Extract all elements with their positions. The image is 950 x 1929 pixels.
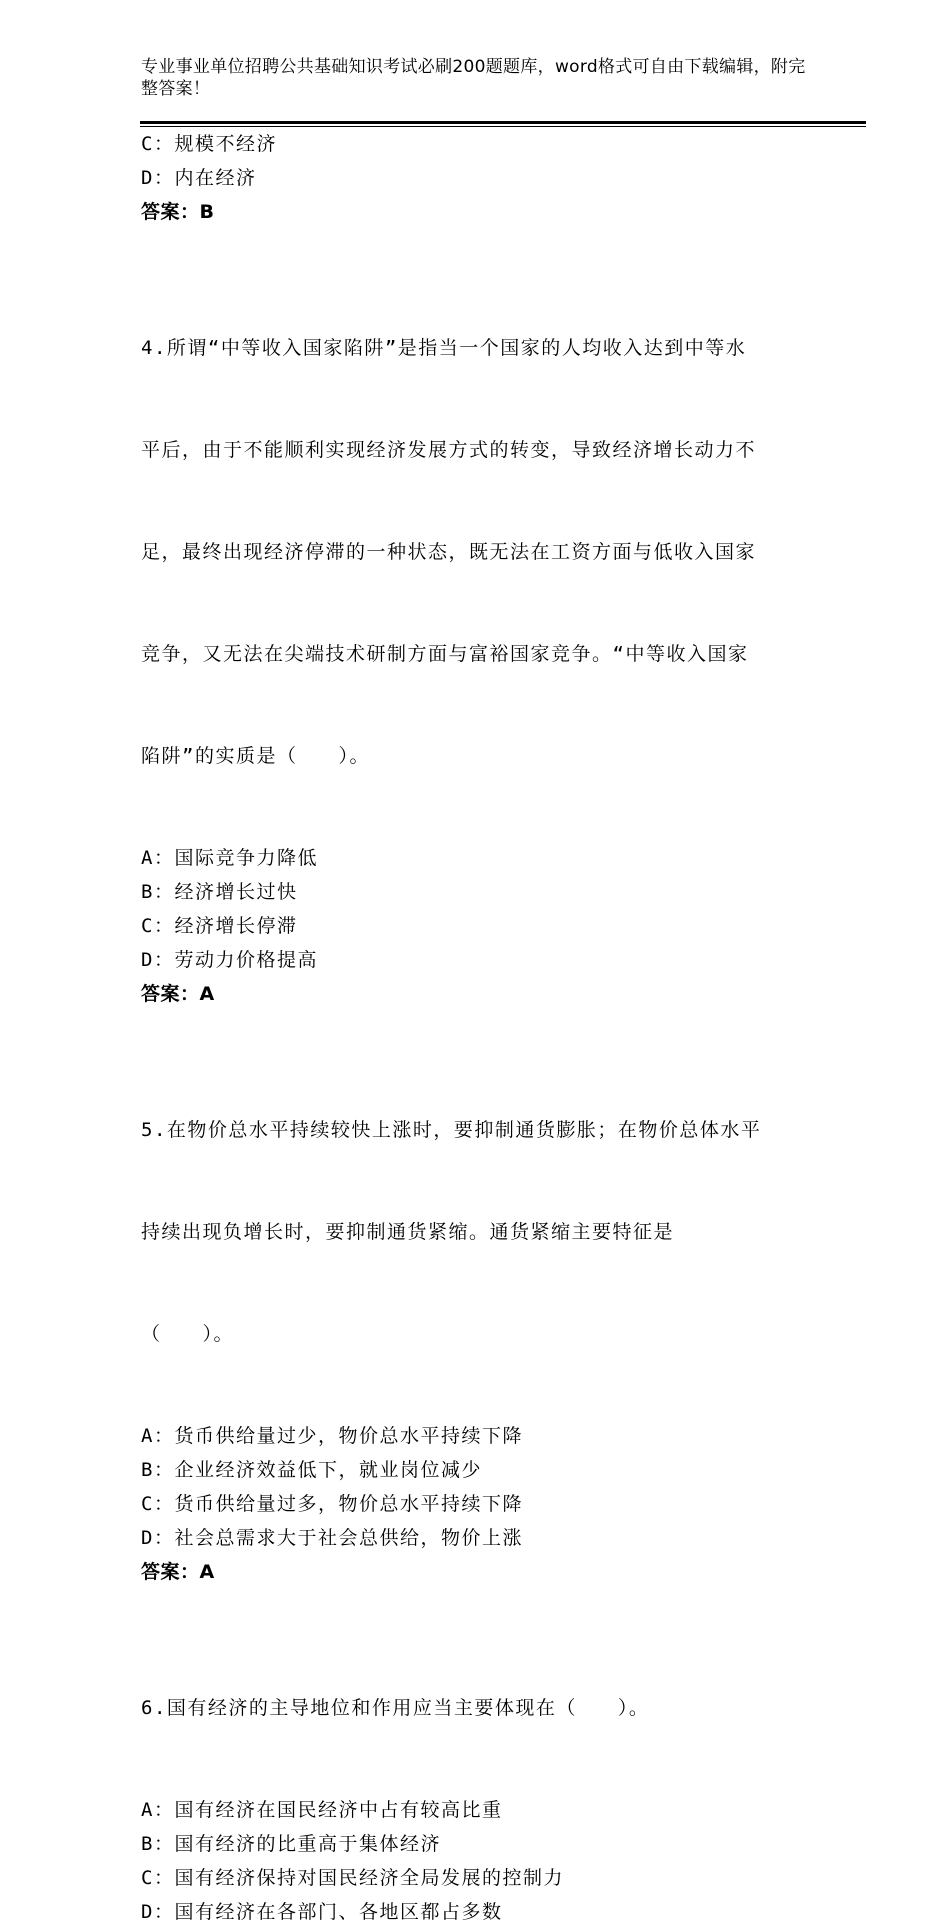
- spacer: [141, 229, 811, 263]
- option-c: C：货币供给量过多，物价总水平持续下降: [141, 1493, 523, 1515]
- option-b: B：企业经济效益低下，就业岗位减少: [141, 1459, 482, 1481]
- option-a: A：国际竞争力降低: [141, 847, 318, 869]
- stem-line: 5.在物价总水平持续较快上涨时，要抑制通货膨胀；在物价总体水平: [141, 1119, 762, 1141]
- document-header: [141, 56, 821, 100]
- stem-line: 足，最终出现经济停滞的一种状态，既无法在工资方面与低收入国家: [141, 541, 757, 563]
- option-d: D：国有经济在各部门、各地区都占多数: [141, 1901, 503, 1923]
- option-d: D：劳动力价格提高: [141, 949, 318, 971]
- stem-line: 持续出现负增长时，要抑制通货紧缩。通货紧缩主要特征是: [141, 1221, 675, 1243]
- option-b: B：经济增长过快: [141, 881, 298, 903]
- stem-line: （ ）。: [141, 1323, 235, 1345]
- question-content: [141, 127, 811, 1929]
- option-c: C：经济增长停滞: [141, 915, 298, 937]
- question-stem: [141, 1045, 811, 1419]
- question-stem: [141, 1623, 811, 1793]
- question-5: [141, 1045, 811, 1589]
- option-c: C：规模不经济: [141, 133, 277, 155]
- option-c: C：国有经济保持对国民经济全局发展的控制力: [141, 1867, 564, 1889]
- spacer: [141, 1589, 811, 1623]
- question-3-tail: [141, 127, 811, 229]
- answer: 答案：B: [141, 201, 215, 223]
- question-6: [141, 1623, 811, 1929]
- option-d: D：内在经济: [141, 167, 257, 189]
- header-text: 专业事业单位招聘公共基础知识考试必刷200题题库，word格式可自由下载编辑，附完整答案！: [141, 57, 806, 99]
- option-d: D：社会总需求大于社会总供给，物价上涨: [141, 1527, 523, 1549]
- answer: 答案：A: [141, 1561, 215, 1583]
- stem-line: 平后，由于不能顺利实现经济发展方式的转变，导致经济增长动力不: [141, 439, 757, 461]
- stem-line: 陷阱”的实质是（ ）。: [141, 745, 370, 767]
- option-b: B：国有经济的比重高于集体经济: [141, 1833, 441, 1855]
- question-stem: [141, 263, 811, 841]
- question-4: [141, 263, 811, 1011]
- option-a: A：货币供给量过少，物价总水平持续下降: [141, 1425, 523, 1447]
- header-rule-thick: [140, 121, 866, 124]
- stem-line: 竞争，又无法在尖端技术研制方面与富裕国家竞争。“中等收入国家: [141, 643, 749, 665]
- answer: 答案：A: [141, 983, 215, 1005]
- stem-line: 6.国有经济的主导地位和作用应当主要体现在（ ）。: [141, 1697, 650, 1719]
- option-a: A：国有经济在国民经济中占有较高比重: [141, 1799, 503, 1821]
- stem-line: 4.所谓“中等收入国家陷阱”是指当一个国家的人均收入达到中等水: [141, 337, 747, 359]
- spacer: [141, 1011, 811, 1045]
